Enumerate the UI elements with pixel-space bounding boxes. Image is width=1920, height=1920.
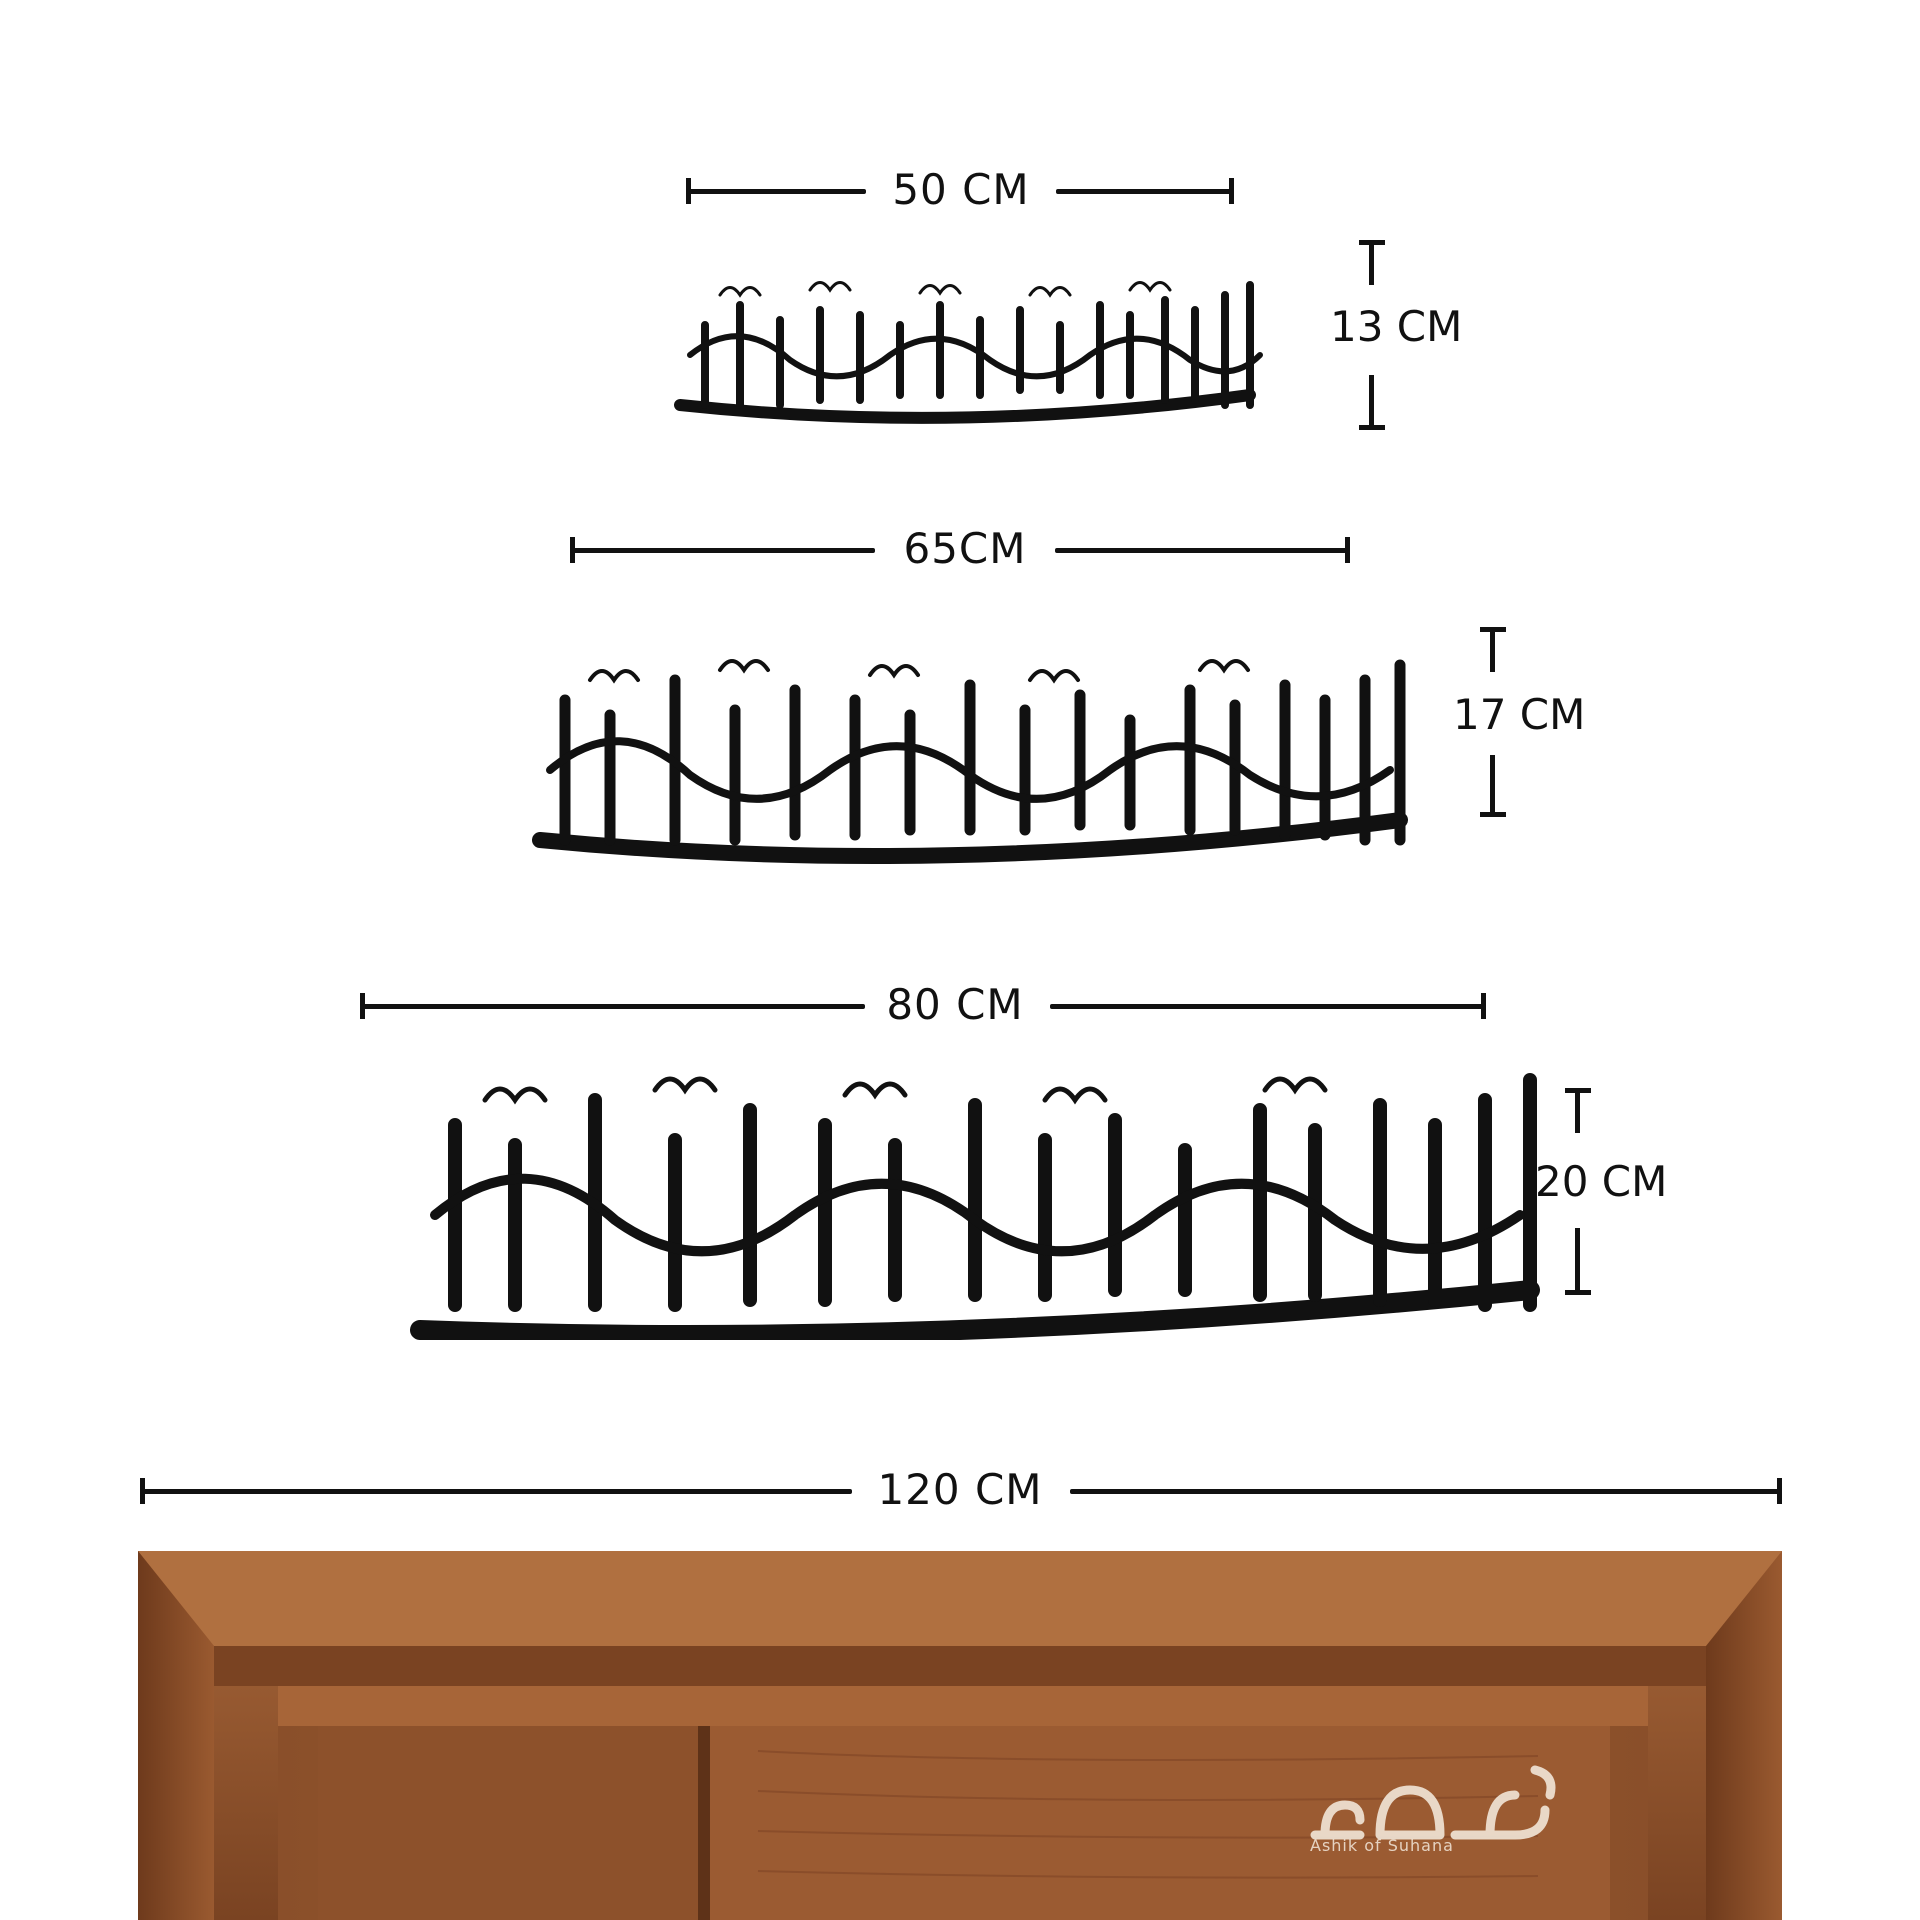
dimension-label-medium-height: 17 CM [1453, 690, 1586, 739]
dimension-width-large [360, 980, 1486, 1029]
calligraphy-art-large [385, 1050, 1545, 1340]
dimension-width-small [686, 165, 1234, 214]
brand-name: Ashik of Suhana [1310, 1836, 1454, 1855]
dimension-width-door [140, 1465, 1782, 1514]
dimension-label-large-height: 20 CM [1535, 1157, 1668, 1206]
dimension-label-small-width: 50 CM [892, 165, 1030, 214]
calligraphy-art-medium [510, 640, 1420, 875]
brand-logo [1305, 1755, 1565, 1845]
wooden-door-frame [138, 1551, 1782, 1920]
dimension-label-door-width: 120 CM [877, 1465, 1043, 1514]
dimension-label-large-width: 80 CM [886, 980, 1024, 1029]
calligraphy-art-small [660, 265, 1280, 430]
dimension-label-medium-width: 65CM [903, 524, 1027, 573]
dimension-label-small-height: 13 CM [1330, 302, 1463, 351]
dimension-width-medium [570, 524, 1350, 573]
